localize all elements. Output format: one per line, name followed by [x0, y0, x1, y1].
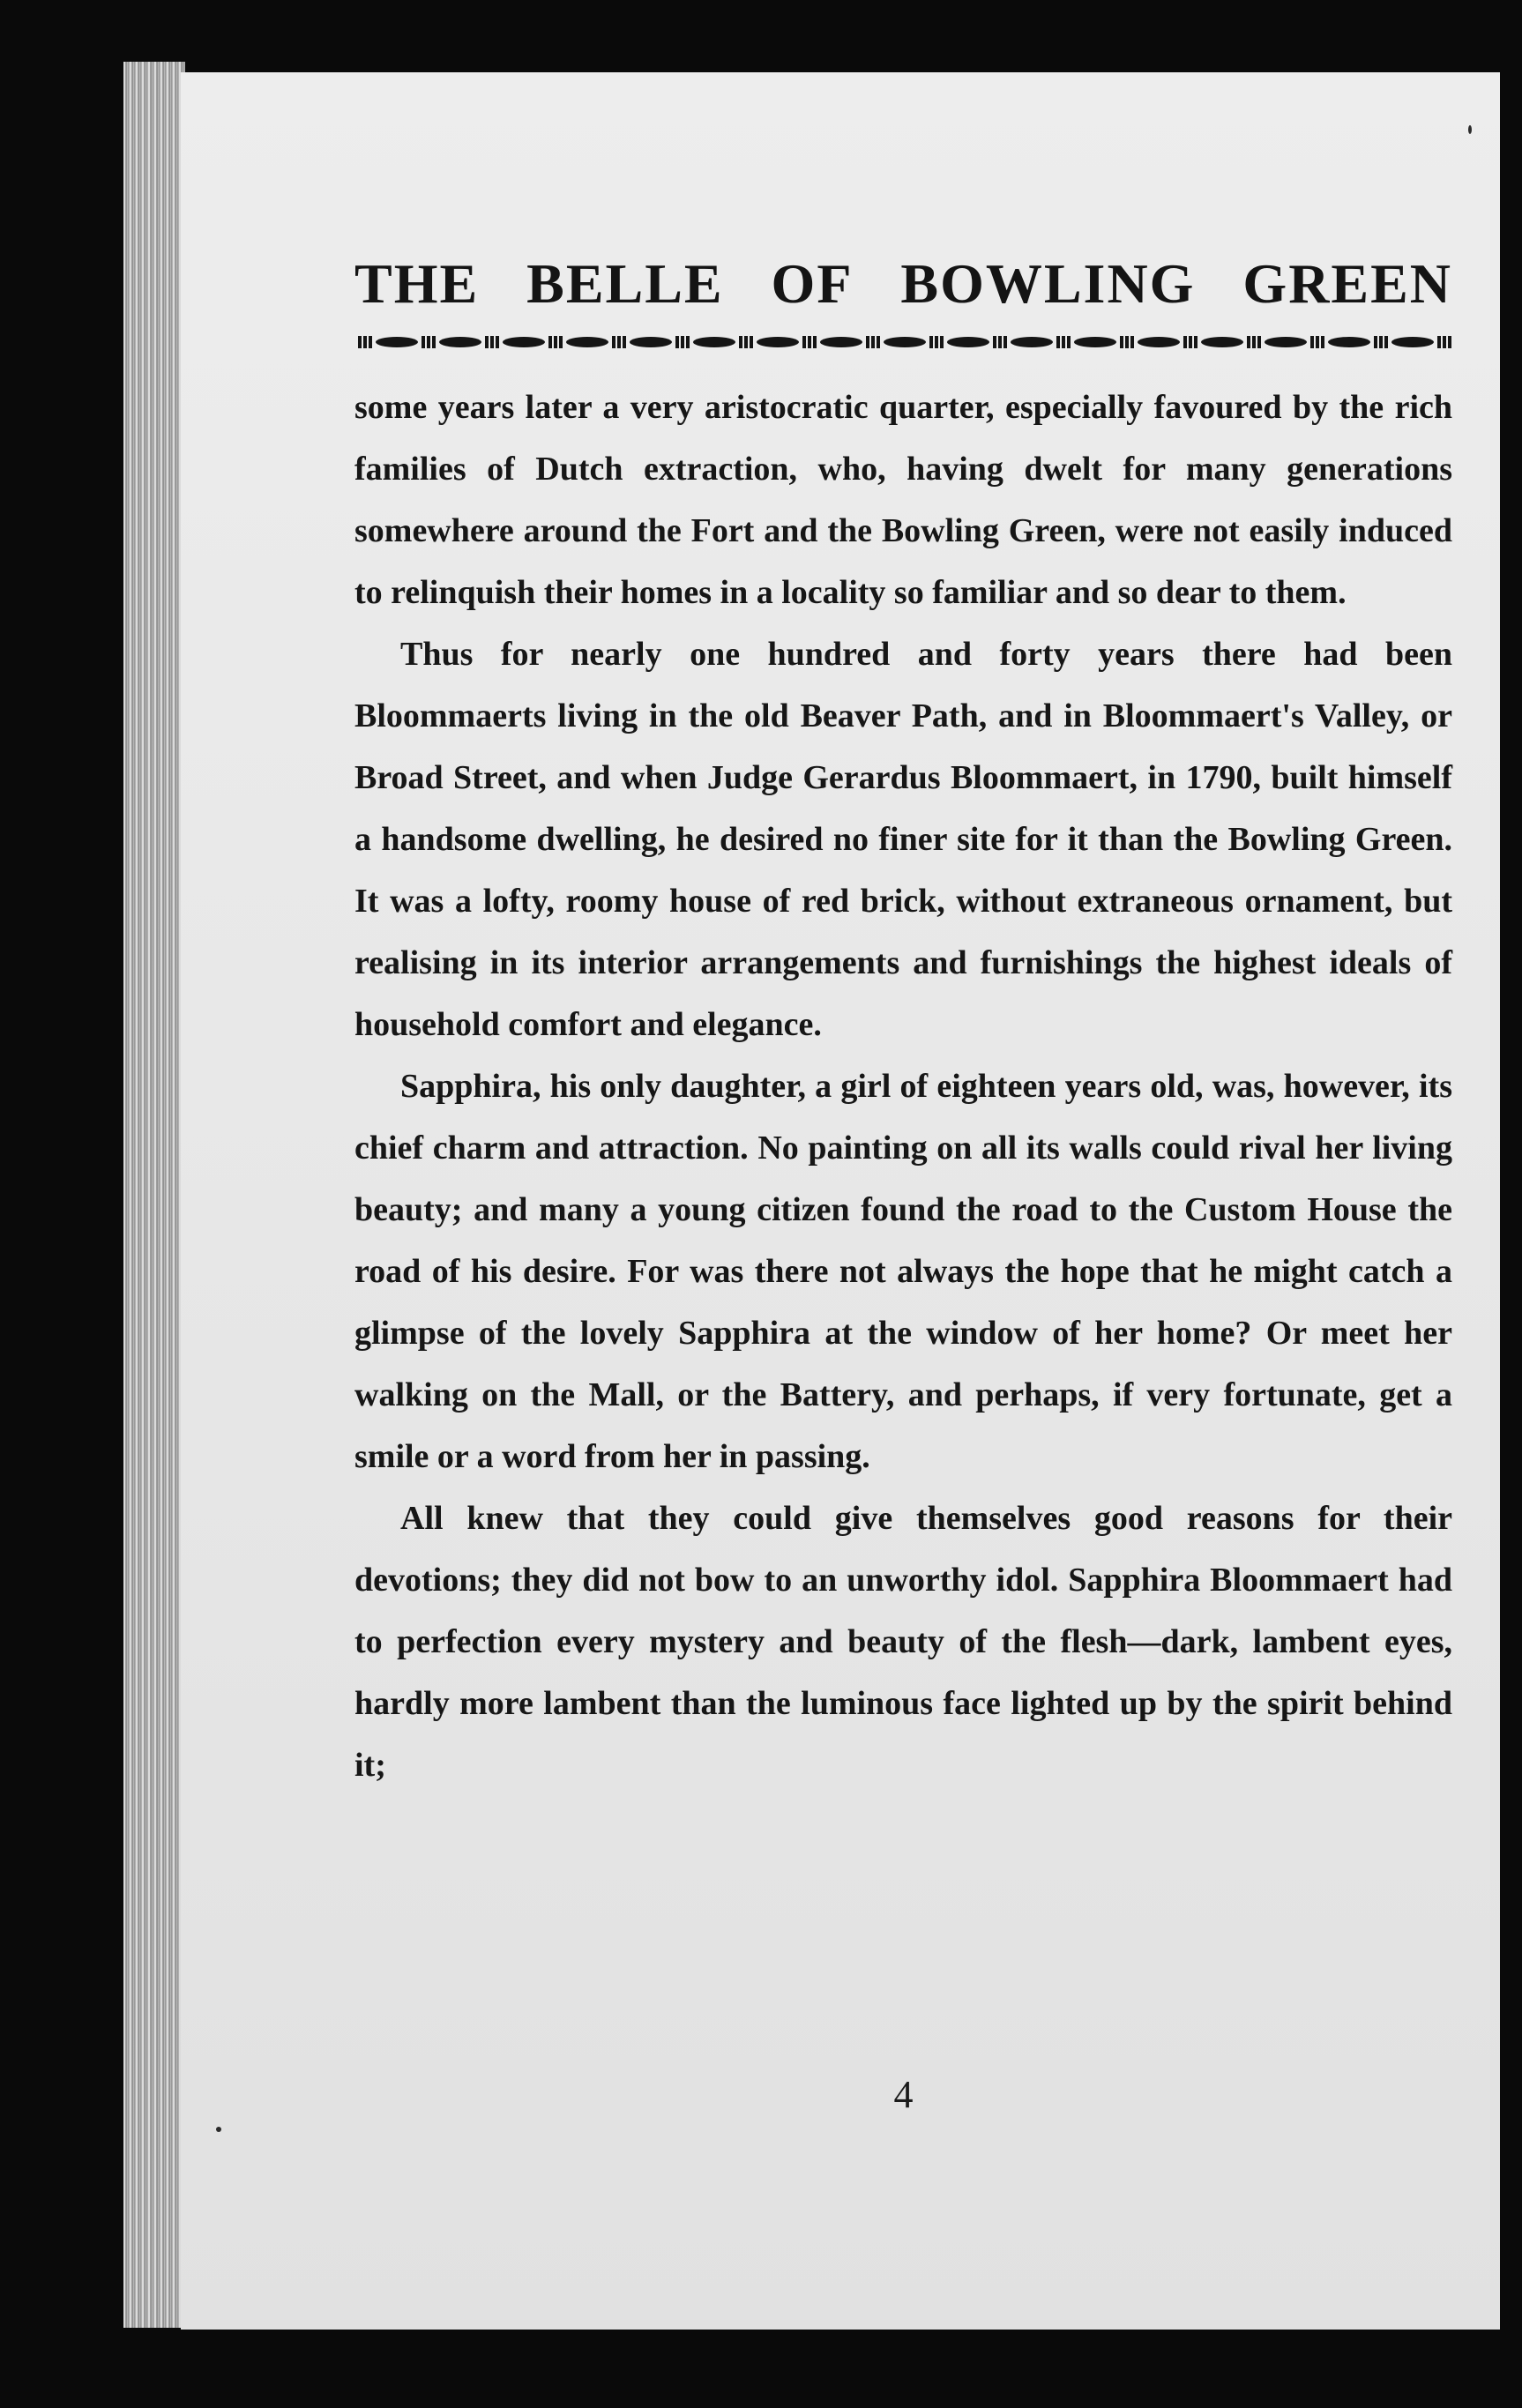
- ornament-link: [820, 337, 862, 347]
- ornament-bar: [427, 336, 430, 348]
- ornament-bar: [490, 336, 494, 348]
- running-head-word: THE: [354, 252, 480, 315]
- decorative-rule: [354, 330, 1452, 354]
- paragraph: Sapphira, his only daughter, a girl of eighteen years old, was, however, its chief charm and attraction. No painting on all its walls could rival her living beauty; and many a young citizen found the road to the Custom House the road of his desire. For was there not always the hope that he might catch a glimpse of the lovely Sapphira at the window of her home? Or meet her walking on the Mall, or the Battery, and perhaps, if very fortunate, get a smile or a word from her in passing.: [354, 1068, 1452, 1475]
- paragraph: some years later a very aristocratic quarter, especially favoured by the rich families of Dutch extraction, who, having dwelt for many generations somewhere around the Fort and the Bowling Green, were not easily induced to relinquish their homes in a locality so familiar and so dear to them.: [354, 389, 1452, 611]
- ornament-bar: [1257, 336, 1261, 348]
- ornament-link: [1074, 337, 1116, 347]
- ornament-bar: [432, 336, 436, 348]
- ornament-bar: [485, 336, 489, 348]
- running-head-word: BELLE: [526, 252, 724, 315]
- ornament-bar: [617, 336, 621, 348]
- paragraph: All knew that they could give themselves good reasons for their devotions; they did not bow to an unworthy idol. Sapphira Bloommaert had to perfection every mystery and beauty of the flesh—dark, lambent eyes, hardly more lambent than the luminous face lighted up by the spirit behind it;: [354, 1500, 1452, 1784]
- ornament-bar: [1384, 336, 1388, 348]
- page-number: 4: [893, 2073, 914, 2116]
- ornament-bar: [1183, 336, 1187, 348]
- ornament-bar: [1189, 336, 1192, 348]
- body-text: [354, 376, 1452, 1796]
- ornament-bar: [681, 336, 684, 348]
- ornament-link: [376, 337, 418, 347]
- running-head: [354, 252, 1452, 315]
- ornament-bar: [559, 336, 563, 348]
- paragraph: Thus for nearly one hundred and forty years there had been Bloommaerts living in the old Beaver Path, and in Bloommaert's Valley, or Broad Street, and when Judge Gerardus Bloommaert, in 1790, built himself a handsome dwelling, he desired no finer site for it than the Bowling Green. It was a lofty, roomy house of red brick, without extraneous ornament, but realising in its interior arrangements and furnishings the highest ideals of household comfort and elegance.: [354, 636, 1452, 1043]
- ornament-bar: [866, 336, 869, 348]
- scan-speck: [1468, 125, 1472, 134]
- page-content: [354, 252, 1452, 2116]
- ornament-bar: [744, 336, 748, 348]
- ornament-bar: [998, 336, 1002, 348]
- ornament-link: [1138, 337, 1180, 347]
- ornament-bar: [1448, 336, 1451, 348]
- book-page-edges: [123, 62, 185, 2328]
- ornament-link: [1391, 337, 1434, 347]
- ornament-bar: [808, 336, 811, 348]
- ornament-bar: [929, 336, 933, 348]
- ornament-bar: [813, 336, 817, 348]
- ornament-bar: [1056, 336, 1060, 348]
- running-head-word: GREEN: [1242, 252, 1452, 315]
- ornament-bar: [1252, 336, 1256, 348]
- ornament-bar: [871, 336, 875, 348]
- ornament-link: [503, 337, 545, 347]
- scan-speck: [216, 2127, 221, 2132]
- running-head-word: OF: [771, 252, 854, 315]
- ornament-link: [1011, 337, 1053, 347]
- ornament-bar: [1316, 336, 1319, 348]
- ornament-bar: [1379, 336, 1383, 348]
- ornament-bar: [548, 336, 552, 348]
- ornament-link: [1265, 337, 1307, 347]
- ornament-link: [693, 337, 735, 347]
- ornament-bar: [1374, 336, 1377, 348]
- ornament-link: [439, 337, 481, 347]
- ornament-bar: [554, 336, 557, 348]
- ornament-bar: [1443, 336, 1446, 348]
- ornament-bar: [1067, 336, 1071, 348]
- ornament-bar: [877, 336, 880, 348]
- ornament-bar: [686, 336, 690, 348]
- ornament-bar: [422, 336, 425, 348]
- ornament-bar: [750, 336, 753, 348]
- ornament-bar: [1321, 336, 1324, 348]
- ornament-bar: [1247, 336, 1250, 348]
- ornament-link: [566, 337, 608, 347]
- ornament-bar: [1310, 336, 1314, 348]
- ornament-bar: [358, 336, 362, 348]
- ornament-bar: [675, 336, 679, 348]
- ornament-bar: [993, 336, 996, 348]
- ornament-bar: [1062, 336, 1065, 348]
- ornament-bar: [612, 336, 616, 348]
- ornament-bar: [623, 336, 626, 348]
- ornament-bar: [1003, 336, 1007, 348]
- ornament-bar: [940, 336, 944, 348]
- running-head-word: BOWLING: [900, 252, 1196, 315]
- ornament-bar: [369, 336, 372, 348]
- ornament-bar: [363, 336, 367, 348]
- ornament-link: [947, 337, 989, 347]
- ornament-bar: [496, 336, 499, 348]
- ornament-link: [884, 337, 926, 347]
- ornament-bar: [1194, 336, 1197, 348]
- ornament-link: [1328, 337, 1370, 347]
- ornament-bar: [1130, 336, 1134, 348]
- ornament-bar: [935, 336, 938, 348]
- ornament-link: [757, 337, 799, 347]
- ornament-bar: [802, 336, 806, 348]
- ornament-bar: [1120, 336, 1123, 348]
- ornament-bar: [739, 336, 742, 348]
- ornament-bar: [1437, 336, 1441, 348]
- ornament-link: [630, 337, 672, 347]
- ornament-link: [1201, 337, 1243, 347]
- ornament-bar: [1125, 336, 1129, 348]
